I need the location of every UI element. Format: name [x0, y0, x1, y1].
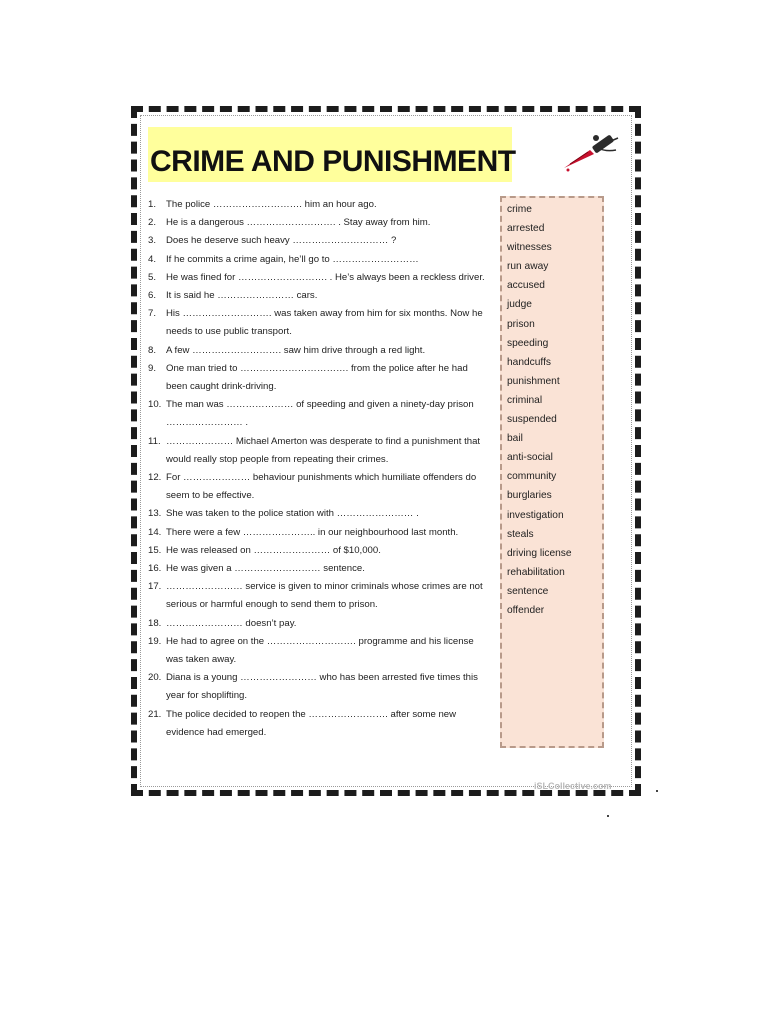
word-bank-list: [507, 200, 572, 620]
question-text: He was released on …………………… of $10,000.: [166, 544, 381, 556]
page-title: CRIME AND PUNISHMENT: [150, 145, 516, 178]
question-number: 9.: [148, 362, 157, 374]
question-item: [148, 706, 488, 742]
question-text: For ………………… behaviour punishments which humiliate offenders do seem to be effective.: [166, 472, 477, 502]
question-text: The man was ………………… of speeding and given a ninety-day prison …………………… .: [166, 399, 474, 429]
question-item: [148, 524, 488, 542]
question-text: One man tried to ……………………………. from the police after he had been caught drink-driving.: [166, 362, 468, 393]
question-item: [148, 669, 488, 705]
word-bank-item: accused: [507, 280, 545, 292]
word-bank-item: judge: [507, 299, 532, 311]
question-text: …………………… service is given to minor criminals whose crimes are not serious or harmful enough to send them to prison.: [166, 581, 483, 611]
question-number: 20.: [148, 672, 162, 684]
question-item: [148, 433, 488, 469]
word-bank-item: witnesses: [507, 242, 552, 254]
question-item: [148, 287, 488, 305]
question-text: He is a dangerous ………………………. . Stay away from him.: [166, 217, 431, 229]
question-text: If he commits a crime again, he’ll go to ………………………: [166, 253, 419, 265]
word-bank-item: investigation: [507, 509, 564, 521]
word-bank-item: offender: [507, 604, 545, 616]
question-text: The police decided to reopen the ……………………. after some new evidence had emerged.: [166, 708, 457, 738]
question-item: [148, 396, 488, 432]
question-text: Does he deserve such heavy ………………………… ?: [166, 235, 397, 247]
question-number: 7.: [148, 308, 157, 320]
question-item: [148, 505, 488, 523]
word-bank-item: prison: [507, 318, 535, 330]
word-bank-item: steals: [507, 528, 534, 540]
question-item: [148, 615, 488, 633]
word-bank-item: criminal: [507, 394, 543, 406]
question-number: 8.: [148, 344, 157, 356]
question-item: [148, 305, 488, 341]
question-number: 18.: [148, 617, 162, 629]
speck: [607, 815, 609, 817]
question-item: [148, 469, 488, 505]
question-item: [148, 578, 488, 614]
question-number: 15.: [148, 544, 162, 556]
question-number: 5.: [148, 271, 157, 283]
question-number: 14.: [148, 526, 162, 538]
question-text: He was fined for ………………………. . He’s always been a reckless driver.: [166, 271, 485, 283]
word-bank: [500, 196, 604, 748]
question-number: 16.: [148, 563, 162, 575]
speck: [656, 790, 658, 792]
question-item: [148, 269, 488, 287]
question-text: His ………………………. was taken away from him for six months. Now he needs to use public transport.: [166, 308, 483, 338]
question-number: 17.: [148, 581, 162, 593]
question-number: 6.: [148, 290, 157, 302]
question-text: ………………… Michael Amerton was desperate to find a punishment that would really stop people from repeating their crimes.: [166, 435, 481, 465]
word-bank-item: speeding: [507, 337, 549, 349]
question-number: 19.: [148, 635, 162, 647]
word-bank-item: rehabilitation: [507, 566, 565, 578]
question-list: [148, 196, 488, 742]
question-number: 1.: [148, 199, 157, 210]
question-text: …………………… doesn’t pay.: [166, 617, 297, 629]
question-text: A few ………………………. saw him drive through a red light.: [166, 344, 426, 356]
word-bank-item: driving license: [507, 547, 572, 559]
question-item: [148, 360, 488, 396]
word-bank-item: punishment: [507, 375, 560, 387]
question-text: He had to agree on the ………………………. programme and his license was taken away.: [166, 635, 474, 666]
word-bank-item: sentence: [507, 585, 549, 597]
question-number: 12.: [148, 472, 162, 484]
question-number: 4.: [148, 253, 157, 265]
question-item: [148, 214, 488, 232]
question-item: [148, 342, 488, 360]
question-number: 2.: [148, 217, 157, 229]
question-text: He was given a ……………………… sentence.: [166, 563, 365, 575]
word-bank-item: community: [507, 471, 557, 483]
word-bank-item: anti-social: [507, 452, 553, 464]
question-item: [148, 232, 488, 250]
question-number: 21.: [148, 708, 162, 720]
question-item: [148, 542, 488, 560]
word-bank-item: crime: [507, 204, 532, 215]
question-text: She was taken to the police station with …………………… .: [166, 508, 419, 520]
word-bank-item: suspended: [507, 414, 557, 426]
question-item: [148, 251, 488, 269]
question-item: [148, 560, 488, 578]
question-text: Diana is a young …………………… who has been arrested five times this year for shoplifting.: [166, 672, 478, 702]
word-bank-item: arrested: [507, 223, 545, 235]
question-text: The police ………………………. him an hour ago.: [166, 199, 377, 210]
question-item: [148, 633, 488, 669]
question-number: 3.: [148, 235, 157, 247]
question-item: [148, 196, 488, 214]
word-bank-item: run away: [507, 261, 549, 273]
word-bank-item: handcuffs: [507, 356, 551, 368]
question-text: There were a few ………………….. in our neighbourhood last month.: [166, 526, 459, 538]
word-bank-item: bail: [507, 433, 523, 445]
question-number: 10.: [148, 399, 162, 411]
bloody-knife-icon: [560, 130, 622, 172]
question-text: It is said he …………………… cars.: [166, 290, 318, 302]
question-number: 13.: [148, 508, 162, 520]
watermark: iSLCollective.com: [534, 781, 612, 791]
question-number: 11.: [148, 435, 161, 447]
word-bank-item: burglaries: [507, 490, 552, 502]
